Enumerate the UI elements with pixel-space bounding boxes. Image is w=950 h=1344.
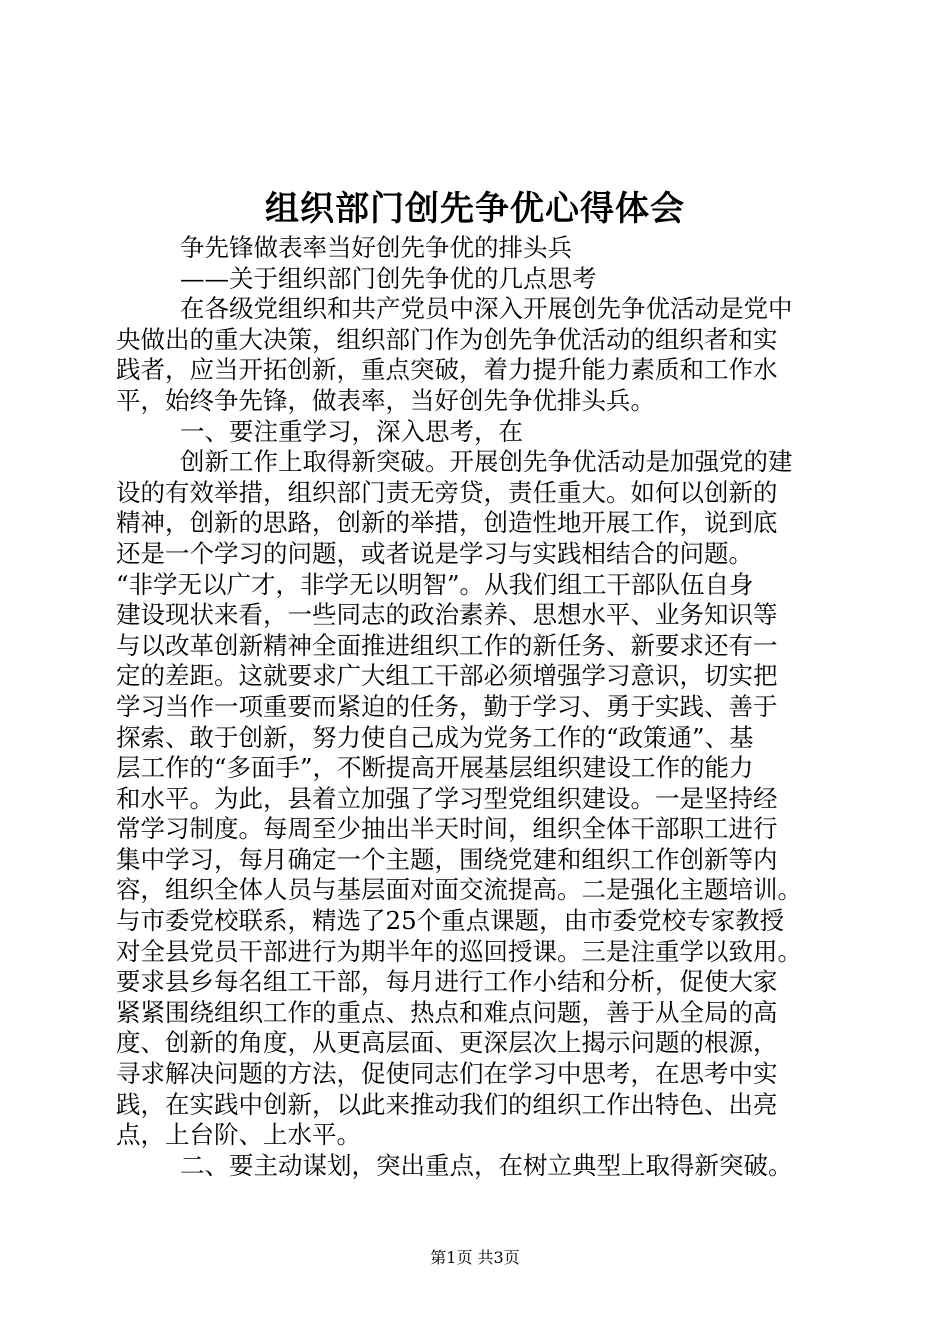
text-line: 央做出的重大决策，组织部门作为创先争优活动的组织者和实 xyxy=(116,324,778,354)
text-line: 容，组织全体人员与基层面对面交流提高。二是强化主题培训。 xyxy=(116,875,802,905)
page-title: 组织部门创先争优心得体会 xyxy=(265,189,685,229)
text-line: 创新工作上取得新突破。开展创先争优活动是加强党的建 xyxy=(180,447,793,477)
text-line: 对全县党员干部进行为期半年的巡回授课。三是注重学以致用。 xyxy=(116,936,802,966)
text-line: “非学无以广才，非学无以明智”。从我们组工干部队伍自身 xyxy=(116,569,754,599)
text-line: 常学习制度。每周至少抽出半天时间，组织全体干部职工进行 xyxy=(116,814,778,844)
text-line: 与市委党校联系，精选了25个重点课题，由市委党校专家教授 xyxy=(116,906,785,936)
text-line: 紧紧围绕组织工作的重点、热点和难点问题，善于从全局的高 xyxy=(116,997,778,1027)
text-line: 定的差距。这就要求广大组工干部必须增强学习意识，切实把 xyxy=(116,661,778,691)
text-line: 与以改革创新精神全面推进组织工作的新任务、新要求还有一 xyxy=(116,630,778,660)
text-line: 在各级党组织和共产党员中深入开展创先争优活动是党中 xyxy=(180,294,793,324)
text-line: 精神，创新的思路，创新的举措，创造性地开展工作，说到底 xyxy=(116,508,778,538)
document-body xyxy=(116,233,836,1181)
text-line: 设的有效举措，组织部门责无旁贷，责任重大。如何以创新的 xyxy=(116,477,778,507)
text-line: 和水平。为此，县着立加强了学习型党组织建设。一是坚持经 xyxy=(116,783,778,813)
text-line: 践，在实践中创新，以此来推动我们的组织工作出特色、出亮 xyxy=(116,1089,778,1119)
text-line: 争先锋做表率当好创先争优的排头兵 xyxy=(180,233,572,262)
page-footer: 第1页 共3页 xyxy=(430,1248,520,1267)
text-line: 平，始终争先锋，做表率，当好创先争优排头兵。 xyxy=(116,385,655,415)
text-line: 探索、敢于创新，努力使自己成为党务工作的“政策通”、基 xyxy=(116,722,754,752)
text-line: 二、要主动谋划，突出重点，在树立典型上取得新突破。 xyxy=(180,1150,793,1180)
text-line: 层工作的“多面手”，不断提高开展基层组织建设工作的能力 xyxy=(116,753,754,783)
text-line: 践者，应当开拓创新，重点突破，着力提升能力素质和工作水 xyxy=(116,355,778,385)
text-line: 度、创新的角度，从更高层面、更深层次上揭示问题的根源， xyxy=(116,1028,778,1058)
text-line: ——关于组织部门创先争优的几点思考 xyxy=(180,263,597,293)
text-line: 点，上台阶、上水平。 xyxy=(116,1120,361,1150)
text-line: 学习当作一项重要而紧迫的任务，勤于学习、勇于实践、善于 xyxy=(116,691,778,721)
text-line: 一、要注重学习，深入思考，在 xyxy=(180,416,523,446)
text-line: 还是一个学习的问题，或者说是学习与实践相结合的问题。 xyxy=(116,538,753,568)
text-line: 寻求解决问题的方法，促使同志们在学习中思考，在思考中实 xyxy=(116,1059,778,1089)
text-line: 要求县乡每名组工干部，每月进行工作小结和分析，促使大家 xyxy=(116,967,778,997)
text-line: 建设现状来看，一些同志的政治素养、思想水平、业务知识等 xyxy=(116,600,778,630)
text-line: 集中学习，每月确定一个主题，围绕党建和组织工作创新等内 xyxy=(116,844,778,874)
